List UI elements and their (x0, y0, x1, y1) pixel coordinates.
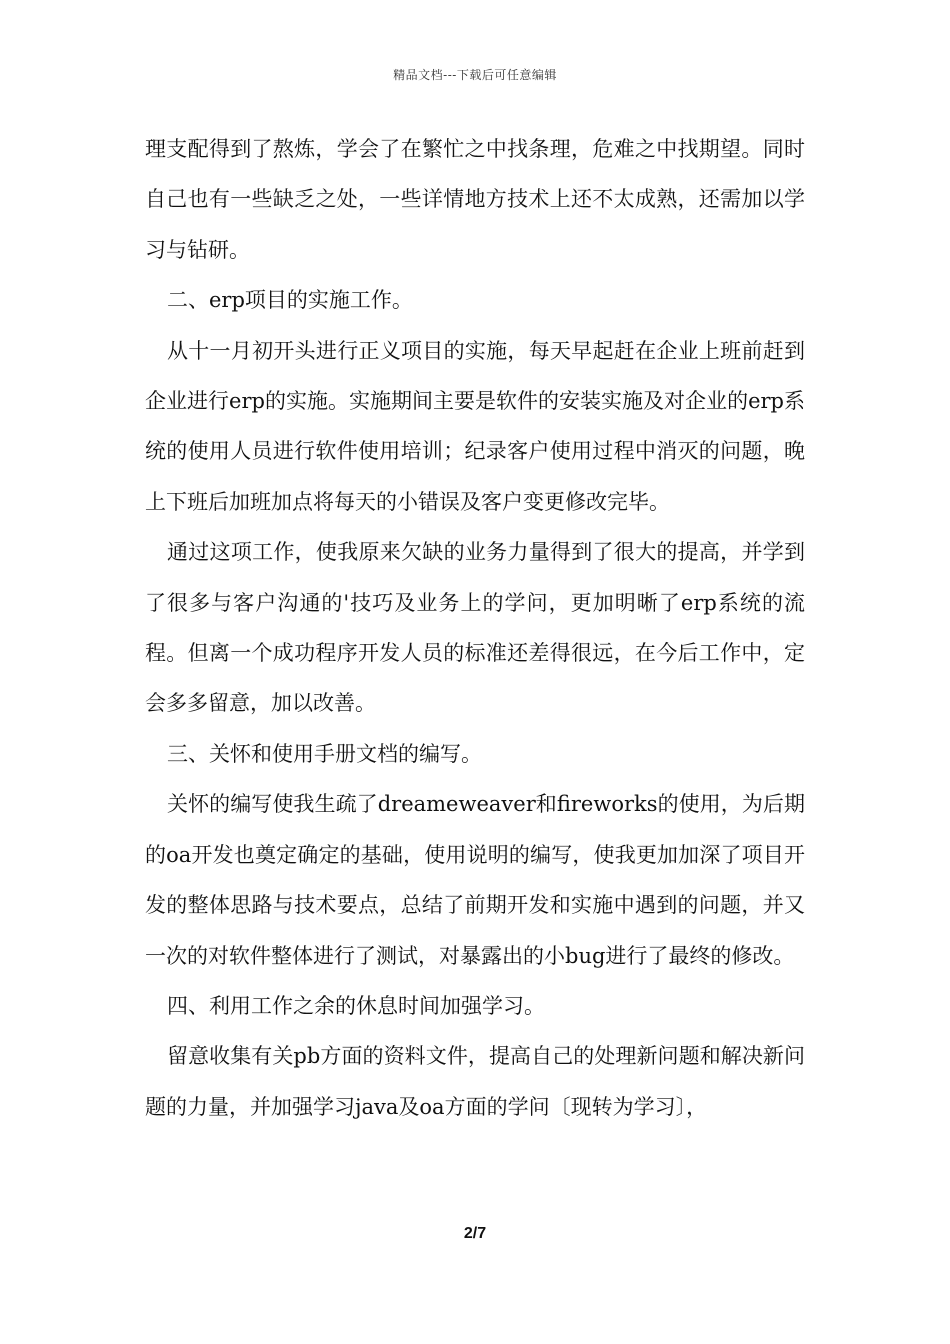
page-separator: / (472, 1225, 478, 1242)
paragraph-study: 留意收集有关pb方面的资料文件，提高自己的处理新问题和解决新问题的力量，并加强学习java及oa方面的学问〔现转为学习〕， (145, 1044, 805, 1119)
paragraph-erp-reflection: 通过这项工作，使我原来欠缺的业务力量得到了很大的提高，并学到了很多与客户沟通的'技巧及业务上的学问，更加明晰了erp系统的流程。但离一个成功程序开发人员的标准还差得很远，在今后工作中，定会多多留意，加以改善。 (145, 540, 805, 716)
section-heading-erp-implementation: 二、erp项目的实施工作。 (167, 288, 413, 313)
section-heading-manual-writing: 三、关怀和使用手册文档的编写。 (167, 741, 482, 766)
paragraph-erp-implementation: 从十一月初开头进行正义项目的实施，每天早起赶在企业上班前赶到企业进行erp的实施。实施期间主要是软件的安装实施及对企业的erp系统的使用人员进行软件使用培训；纪录客户使用过程中消灭的问题，晚上下班后加班加点将每天的小错误及客户变更修改完毕。 (145, 338, 805, 514)
paragraph-manual-writing: 关怀的编写使我生疏了dreameweaver和fireworks的使用，为后期的oa开发也奠定确定的基础，使用说明的编写，使我更加加深了项目开发的整体思路与技术要点，总结了前期开发和实施中遇到的问题，并又一次的对软件整体进行了测试，对暴露出的小bug进行了最终的修改。 (145, 792, 805, 968)
section-heading-study: 四、利用工作之余的休息时间加强学习。 (167, 993, 545, 1018)
page-number (0, 1225, 950, 1243)
paragraph-continuation: 理支配得到了熬炼，学会了在繁忙之中找条理，危难之中找期望。同时自己也有一些缺乏之处，一些详情地方技术上还不太成熟，还需加以学习与钻研。 (145, 137, 805, 262)
page-header: 精品文档---下载后可任意编辑 (393, 68, 557, 82)
current-page: 2 (463, 1225, 473, 1242)
total-pages: 7 (477, 1225, 487, 1242)
document-body (145, 124, 805, 1132)
